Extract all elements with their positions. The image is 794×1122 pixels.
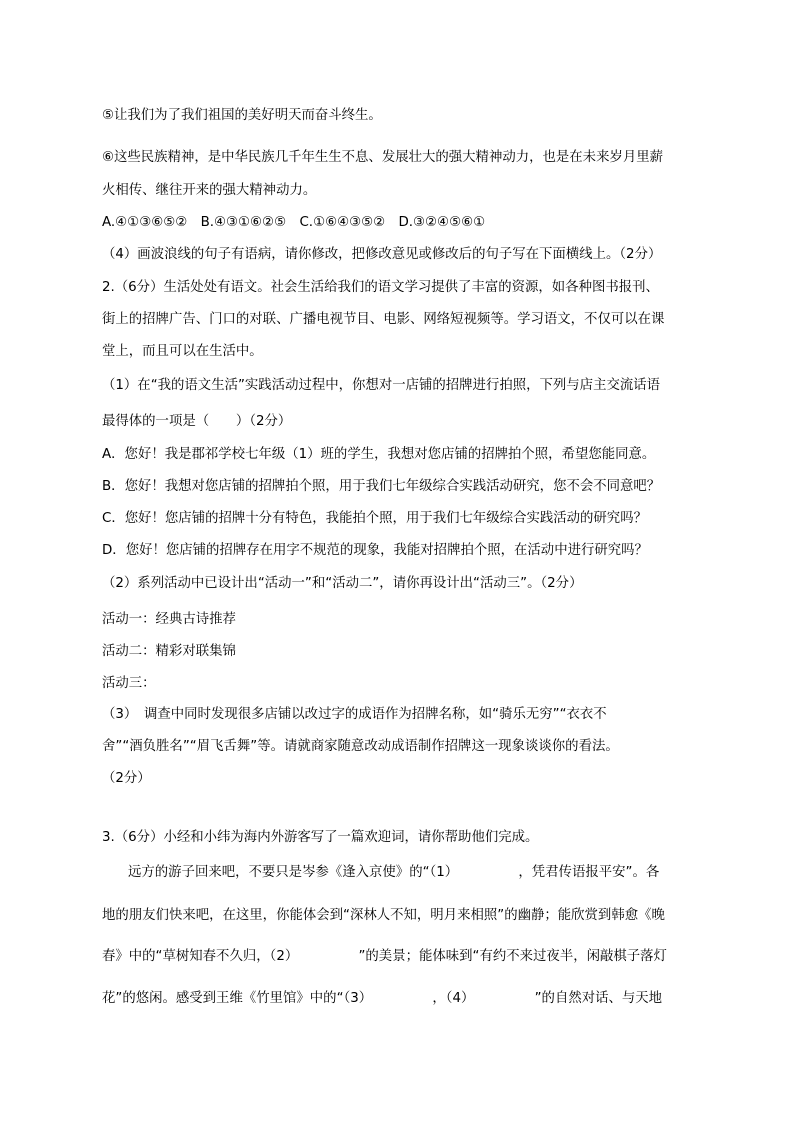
passage-line-2: 地的朋友们快来吧，在这里，你能体会到“深林人不知，明月来相照”的幽静；能欣赏到韩愈《晚 bbox=[102, 908, 665, 923]
question-1-4: （4）画波浪线的句子有语病，请你修改，把修改意见或修改后的句子写在下面横线上。（2分） bbox=[102, 247, 662, 262]
question-2-1: （1）在“我的语文生活”实践活动过程中，你想对一店铺的招牌进行拍照，下列与店主交流话语 bbox=[102, 378, 661, 393]
activity-1: 活动一：经典古诗推荐 bbox=[102, 612, 236, 627]
question-2-3-cont: 舍”“酒负胜名”“眉飞舌舞”等。请就商家随意改动成语制作招牌这一现象谈谈你的看法。 bbox=[102, 739, 619, 754]
option-sentence-6-cont: 火相传、继往开来的强大精神动力。 bbox=[102, 183, 317, 198]
choice-a: A．您好！我是郡祁学校七年级（1）班的学生，我想对您店铺的招牌拍个照，希望您能同意。 bbox=[102, 447, 656, 462]
question-2-3: （3） 调查中同时发现很多店铺以改过字的成语作为招牌名称，如“骑乐无穷”“衣衣不 bbox=[102, 707, 607, 722]
question-2-2: （2）系列活动中已设计出“活动一”和“活动二”，请你再设计出“活动三”。（2分） bbox=[102, 576, 583, 591]
choice-d: D．您好！您店铺的招牌存在用字不规范的现象，我能对招牌拍个照，在活动中进行研究吗？ bbox=[102, 543, 648, 558]
passage-line-3: 春》中的“草树知春不久归，（2） ”的美景；能体味到“有约不来过夜半，闲敲棋子落灯 bbox=[102, 949, 667, 964]
option-sentence-5: ⑤让我们为了我们祖国的美好明天而奋斗终生。 bbox=[102, 108, 382, 123]
question-2-1-cont: 最得体的一项是（ ）（2分） bbox=[102, 414, 292, 429]
question-3-intro: 3.（6分）小经和小纬为海内外游客写了一篇欢迎词，请你帮助他们完成。 bbox=[102, 830, 539, 845]
question-2-3-points: （2分） bbox=[102, 771, 151, 786]
choice-c: C．您好！您店铺的招牌十分有特色，我能拍个照，用于我们七年级综合实践活动的研究吗？ bbox=[102, 511, 647, 526]
question-2-intro: 2.（6分）生活处处有语文。社会生活给我们的语文学习提供了丰富的资源，如各种图书报刊、 bbox=[102, 280, 659, 295]
activity-2: 活动二：精彩对联集锦 bbox=[102, 644, 236, 659]
question-2-intro-end: 堂上，而且可以在生活中。 bbox=[102, 344, 263, 359]
passage-line-1: 远方的游子回来吧，不要只是岑参《逢入京使》的“（1） ，凭君传语报平安”。各 bbox=[128, 865, 660, 880]
passage-line-4: 花”的悠闲。感受到王维《竹里馆》中的“（3） ，（4） ”的自然对话、与天地 bbox=[102, 991, 663, 1006]
choice-b: B．您好！我想对您店铺的招牌拍个照，用于我们七年级综合实践活动研究，您不会不同意吧？ bbox=[102, 479, 661, 494]
answer-choices: A.④①③⑥⑤② B.④③①⑥②⑤ C.①⑥④③⑤② D.③②④⑤⑥① bbox=[102, 215, 486, 230]
question-2-intro-cont: 街上的招牌广告、门口的对联、广播电视节目、电影、网络短视频等。学习语文，不仅可以在课 bbox=[102, 312, 665, 327]
activity-3: 活动三： bbox=[102, 676, 156, 691]
option-sentence-6: ⑥这些民族精神，是中华民族几千年生生不息、发展壮大的强大精神动力，也是在未来岁月里薪 bbox=[102, 150, 664, 165]
